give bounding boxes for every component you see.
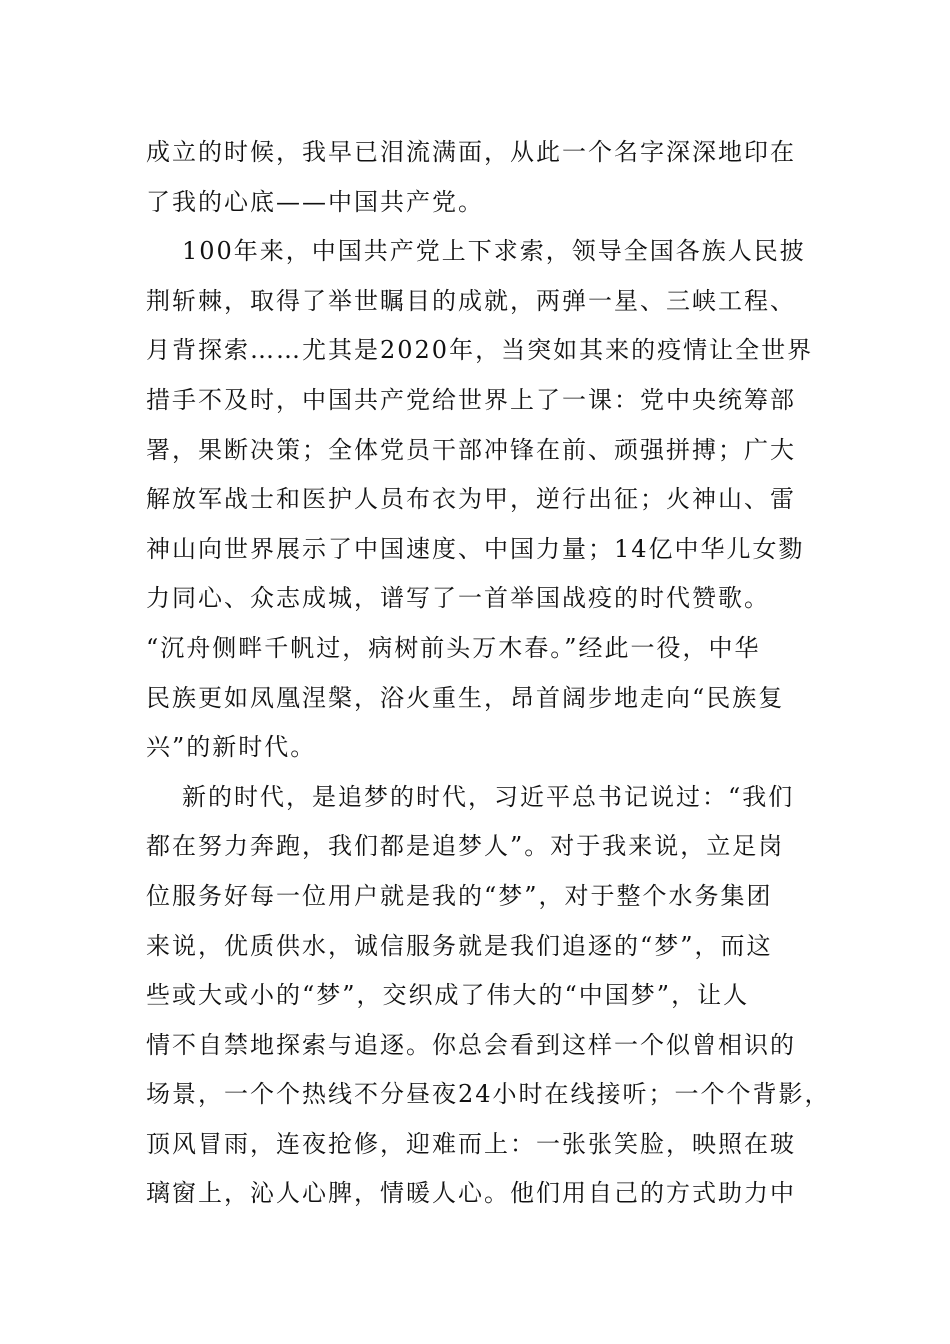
text-line: 了我的心底——中国共产党。	[146, 187, 484, 216]
text-line: 署，果断决策；全体党员干部冲锋在前、顽强拼搏；广大	[146, 435, 796, 464]
text-line: 力同心、众志成城，谱写了一首举国战疫的时代赞歌。	[146, 584, 770, 613]
text-line: 场景，一个个热线不分昼夜24小时在线接听；一个个背影，	[146, 1080, 831, 1109]
text-line: 月背探索……尤其是2020年，当突如其来的疫情让全世界	[146, 336, 814, 365]
body-text	[146, 128, 831, 1219]
text-line: 些或大或小的“梦”，交织成了伟大的“中国梦”，让人	[146, 981, 750, 1010]
text-line: 措手不及时，中国共产党给世界上了一课：党中央统筹部	[146, 385, 796, 414]
text-line: 顶风冒雨，连夜抢修，迎难而上：一张张笑脸，映照在玻	[146, 1129, 796, 1158]
text-line: 位服务好每一位用户就是我的“梦”，对于整个水务集团	[146, 881, 773, 910]
text-line: 解放军战士和医护人员布衣为甲，逆行出征；火神山、雷	[146, 485, 796, 514]
text-line: 100年来，中国共产党上下求索，领导全国各族人民披	[182, 237, 806, 266]
text-line: 新的时代，是追梦的时代，习近平总书记说过：“我们	[182, 782, 795, 811]
text-line: 神山向世界展示了中国速度、中国力量；14亿中华儿女勠	[146, 534, 805, 563]
text-line: 荆斩棘，取得了举世瞩目的成就，两弹一星、三峡工程、	[146, 286, 796, 315]
text-line: 都在努力奔跑，我们都是追梦人”。对于我来说，立足岗	[146, 832, 785, 861]
text-line: “沉舟侧畔千帆过，病树前头万木春。”经此一役，中华	[146, 633, 761, 662]
text-line: 情不自禁地探索与追逐。你总会看到这样一个似曾相识的	[146, 1030, 796, 1059]
text-line: 民族更如凤凰涅槃，浴火重生，昂首阔步地走向“民族复	[146, 683, 785, 712]
text-line: 成立的时候，我早已泪流满面，从此一个名字深深地印在	[146, 138, 796, 166]
text-line: 来说，优质供水，诚信服务就是我们追逐的“梦”，而这	[146, 931, 773, 960]
text-line: 璃窗上，沁人心脾，情暖人心。他们用自己的方式助力中	[146, 1179, 796, 1208]
text-line: 兴”的新时代。	[146, 733, 317, 762]
